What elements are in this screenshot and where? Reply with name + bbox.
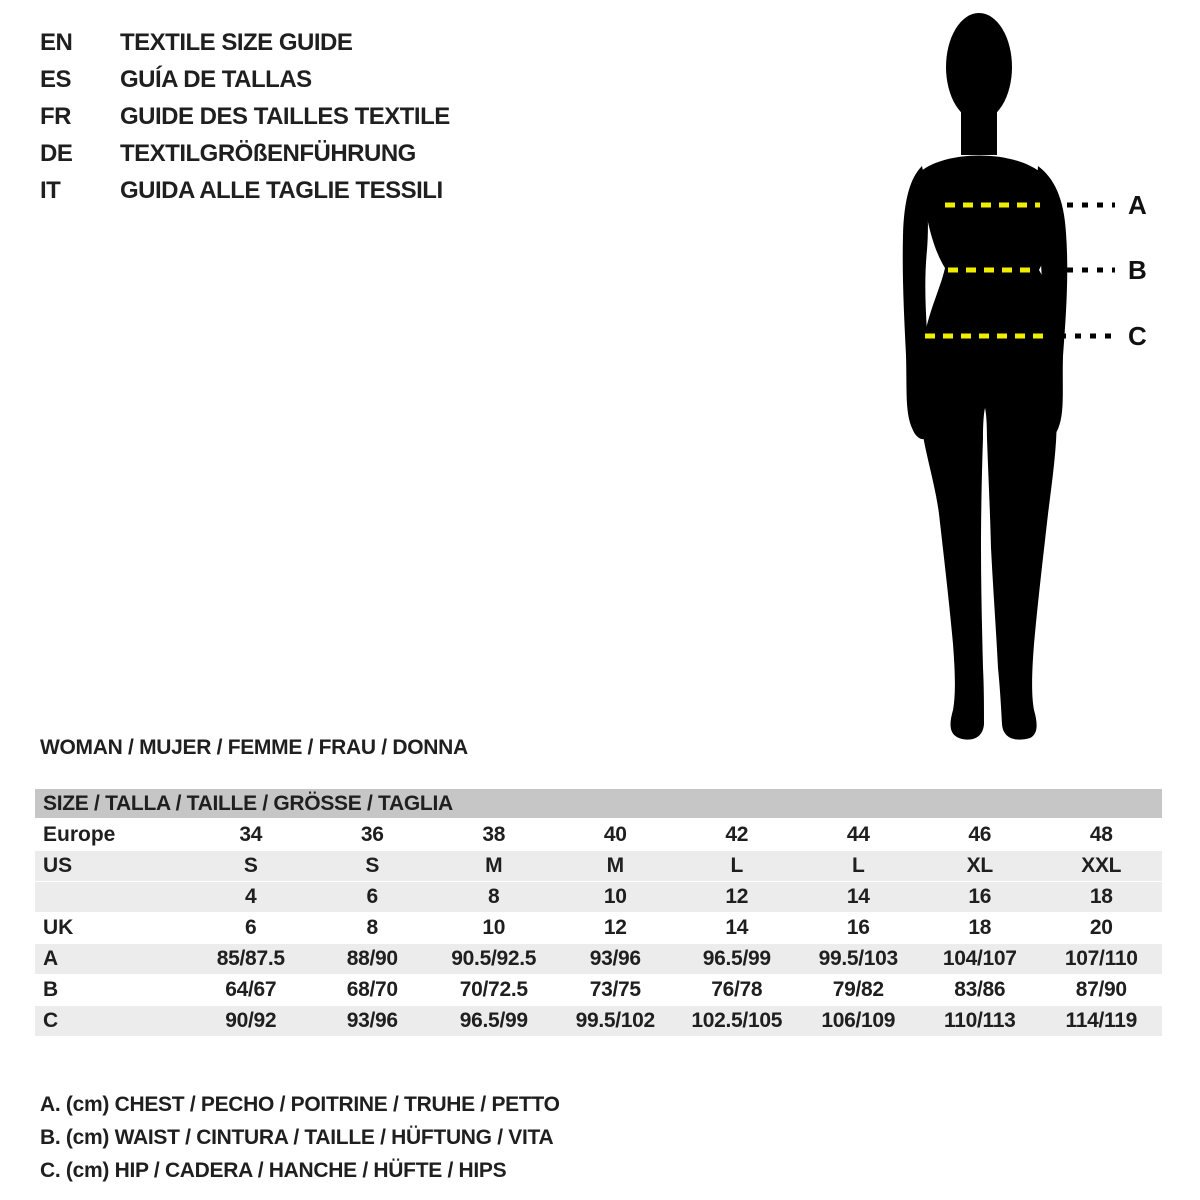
size-cell: M (485, 854, 503, 877)
size-table-body (35, 820, 1162, 1037)
size-row-label: C (43, 1009, 59, 1032)
size-cell: 73/75 (589, 978, 641, 1001)
size-cell: 8 (366, 916, 378, 939)
size-table-row (35, 1006, 1162, 1037)
size-cell: 68/70 (346, 978, 398, 1001)
size-cell: 88/90 (346, 947, 398, 970)
size-cell: 46 (968, 823, 992, 846)
size-cell: 12 (725, 885, 749, 908)
language-title: GUÍA DE TALLAS (120, 65, 312, 93)
size-row-label: US (43, 854, 73, 877)
language-code: ES (40, 65, 72, 93)
language-title: TEXTILE SIZE GUIDE (120, 28, 353, 56)
size-cell: 104/107 (942, 947, 1017, 970)
size-row-label: B (43, 978, 59, 1001)
size-row-label (35, 882, 190, 912)
language-row (40, 172, 450, 209)
legend-row: A. (cm) CHEST / PECHO / POITRINE / TRUHE / PETTO (40, 1093, 560, 1116)
language-code: IT (40, 176, 61, 204)
size-cell: 40 (603, 823, 627, 846)
size-cell: 79/82 (832, 978, 884, 1001)
size-row-label: Europe (43, 823, 116, 846)
size-cell: 114/119 (1065, 1009, 1137, 1032)
size-cell: 8 (488, 885, 500, 908)
language-title: TEXTILGRÖßENFÜHRUNG (120, 139, 416, 167)
size-cell: 20 (1089, 916, 1113, 939)
size-table-row (35, 913, 1162, 944)
size-cell: M (606, 854, 624, 877)
size-table-row (35, 944, 1162, 975)
size-cell: 38 (482, 823, 506, 846)
size-cell: 93/96 (346, 1009, 398, 1032)
size-table-header: SIZE / TALLA / TAILLE / GRÖSSE / TAGLIA (35, 789, 1162, 818)
size-table-row (35, 882, 1162, 913)
gender-heading: WOMAN / MUJER / FEMME / FRAU / DONNA (40, 736, 468, 759)
size-cell: 18 (968, 916, 992, 939)
size-cell: 99.5/103 (818, 947, 898, 970)
measurement-legend (40, 1088, 560, 1187)
size-cell: 42 (725, 823, 749, 846)
size-cell: 83/86 (954, 978, 1006, 1001)
size-row-label: A (43, 947, 59, 970)
size-cell: 14 (725, 916, 749, 939)
language-row (40, 135, 450, 172)
size-cell: 12 (603, 916, 627, 939)
size-cell: 14 (846, 885, 870, 908)
size-cell: 36 (360, 823, 384, 846)
size-table (35, 789, 1162, 1037)
size-cell: 4 (245, 885, 257, 908)
legend-row: B. (cm) WAIST / CINTURA / TAILLE / HÜFTUNG / VITA (40, 1126, 554, 1149)
size-cell: 90.5/92.5 (451, 947, 537, 970)
language-title: GUIDE DES TAILLES TEXTILE (120, 102, 450, 130)
size-cell: L (851, 854, 865, 877)
size-cell: 70/72.5 (459, 978, 528, 1001)
size-cell: 90/92 (225, 1009, 277, 1032)
size-table-row (35, 851, 1162, 882)
size-cell: 34 (239, 823, 263, 846)
size-cell: 87/90 (1075, 978, 1127, 1001)
woman-silhouette-diagram (860, 0, 1180, 760)
size-cell: 64/67 (225, 978, 277, 1001)
size-cell: 96.5/99 (702, 947, 771, 970)
size-cell: 106/109 (821, 1009, 896, 1032)
size-cell: XL (966, 854, 993, 877)
legend-row: C. (cm) HIP / CADERA / HANCHE / HÜFTE / HIPS (40, 1159, 507, 1182)
size-cell: 93/96 (589, 947, 641, 970)
size-cell: 18 (1089, 885, 1113, 908)
size-cell: XXL (1081, 854, 1122, 877)
size-cell: 107/110 (1064, 947, 1138, 970)
body-measurement-figure (860, 0, 1180, 760)
size-cell: 48 (1089, 823, 1113, 846)
size-cell: 6 (366, 885, 378, 908)
marker-label-b: B (1128, 255, 1147, 285)
size-cell: 96.5/99 (459, 1009, 528, 1032)
size-cell: 6 (245, 916, 257, 939)
language-row (40, 98, 450, 135)
size-cell: L (730, 854, 744, 877)
size-cell: 102.5/105 (691, 1009, 783, 1032)
marker-label-c: C (1128, 321, 1147, 351)
size-cell: 44 (846, 823, 870, 846)
size-table-row (35, 975, 1162, 1006)
size-cell: S (243, 854, 258, 877)
size-row-label: UK (43, 916, 74, 939)
size-cell: 85/87.5 (216, 947, 285, 970)
size-cell: 99.5/102 (575, 1009, 655, 1032)
language-title: GUIDA ALLE TAGLIE TESSILI (120, 176, 443, 204)
language-list (40, 24, 450, 209)
woman-silhouette (903, 13, 1068, 740)
leader-lines (1060, 205, 1115, 336)
language-code: FR (40, 102, 71, 130)
size-cell: 10 (603, 885, 627, 908)
language-row (40, 61, 450, 98)
size-cell: 16 (846, 916, 870, 939)
language-code: DE (40, 139, 73, 167)
size-cell: S (365, 854, 380, 877)
size-cell: 10 (482, 916, 506, 939)
size-table-row (35, 820, 1162, 851)
size-cell: 16 (968, 885, 992, 908)
size-cell: 76/78 (711, 978, 763, 1001)
size-cell: 110/113 (944, 1009, 1016, 1032)
marker-label-a: A (1128, 190, 1147, 220)
language-row (40, 24, 450, 61)
language-code: EN (40, 28, 73, 56)
